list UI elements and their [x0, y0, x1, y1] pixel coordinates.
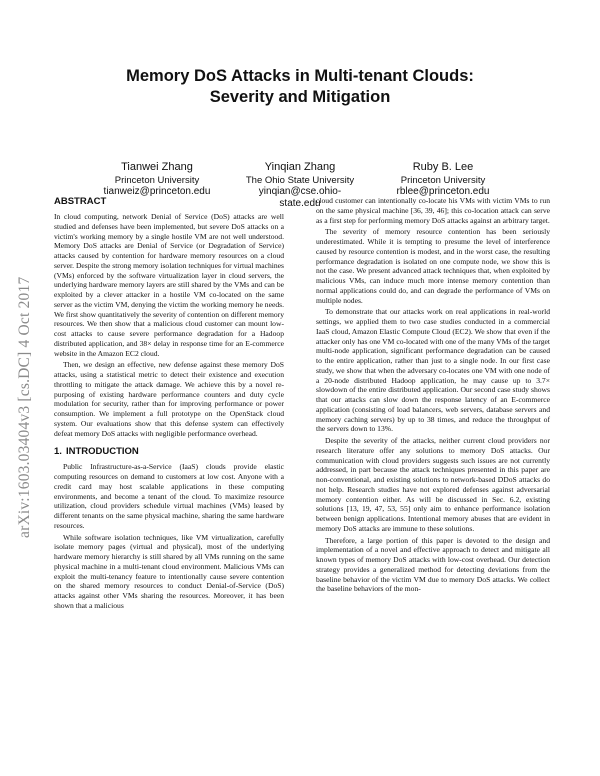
abstract-paragraph-2: Then, we design an effective, new defense against these memory DoS attacks, using a statistical metric to detect their existence and execution throttling to mitigate the attack damage. We achieve this by a novel re-purposing of existing hardware performance counters and duty cycle modulation for security, rather than for improving performance or power consumption. We implement a full prototype on the OpenStack cloud system. Our evaluations show that this defense system can effectively defeat memory DoS attacks with negligible performance overhead. [54, 360, 284, 438]
paper-title [60, 66, 540, 108]
right-column [316, 196, 550, 596]
author-email-cont: state.edu [279, 197, 321, 209]
author-email: yinqian@cse.ohio- [258, 186, 342, 197]
title-line-1: Memory DoS Attacks in Multi-tenant Clouds: [126, 67, 474, 85]
author-affiliation: Princeton University [400, 175, 486, 186]
arxiv-id: arXiv:1603.03404v3 [cs.DC] 4 Oct 2017 [16, 276, 33, 538]
abstract-heading: ABSTRACT [54, 196, 107, 207]
intro-paragraph-1: Public Infrastructure-as-a-Service (IaaS) clouds provide elastic computing resources on demand to customers at low cost. Anyone with a credit card may host scalable applications in these computing environments, and become a tenant of the cloud. To maximize resource utilization, cloud providers schedule virtual machines (VMs) leased by different tenants on the same physical machine, sharing the same hardware resources. [54, 462, 284, 530]
author-email: tianweiz@princeton.edu [103, 186, 211, 197]
author-name: Yinqian Zhang [264, 161, 336, 173]
abstract-paragraph-1: In cloud computing, network Denial of Service (DoS) attacks are well studied and defenses have been implemented, but severe DoS attacks on a victim's working memory by a single hostile VM are not well understood. Memory DoS attacks are Denial of Service (or Degradation of Service) attacks caused by contention for hardware memory resources on a cloud server. Despite the strong memory isolation techniques for virtual machines (VMs) enforced by the software virtualization layer in cloud servers, the underlying hardware memory layers are still shared by the VMs and can be exploited by a clever attacker in a hostile VM co-located on the same server as the victim VM, denying the victim the working memory he needs. We first show quantitatively the severity of contention on different memory resources. We then show that a malicious cloud customer can mount low-cost attacks to cause severe performance degradation for a Hadoop distributed application, and 38× delay in response time for an E-commerce website in the Amazon EC2 cloud. [54, 212, 284, 358]
body-paragraph-3: To demonstrate that our attacks work on real applications in real-world settings, we applied them to two case studies conducted in a commercial IaaS cloud, Amazon Elastic Compute Cloud (EC2). We show that even if the attacker only has one VM co-located with one of the many VMs of the target multi-node application, significant performance degradation can be caused to the entire application, rather than just to a single node. In our first case study, we show that when the adversary co-locates one VM with one node of a 20-node distributed Hadoop application, he may cause up to 3.7× slowdown of the entire distributed application. Our second case study shows that our attacks can slow down the response latency of an E-commerce application (consisting of load balancers, web servers, database servers and memory caching servers) by up to 38 times, and reduce the throughput of the servers down to 13%. [316, 307, 550, 434]
intro-paragraph-2: While software isolation techniques, like VM virtualization, carefully isolate memory pages (virtual and physical), most of the underlying hardware memory hierarchy is still shared by all VMs running on the same physical machine in a multi-tenant cloud environment. Malicious VMs can exploit the multi-tenancy feature to intentionally cause severe contention on the shared memory resources to conduct Denial-of-Service (DoS) attacks against other VMs sharing the resources. Moreover, it has been shown that a malicious [54, 532, 284, 610]
body-paragraph-5: Therefore, a large portion of this paper is devoted to the design and implementation of a novel and effective approach to detect and mitigate all known types of memory DoS attacks with low-cost overhead. Our detection strategy provides a generalized method for detecting deviations from the baseline behavior of the victim VM due to memory DoS attacks. We collect the baseline behaviors of the mon- [316, 535, 550, 594]
section-title: INTRODUCTION [65, 446, 139, 458]
arxiv-stamp [14, 198, 40, 538]
author-name: Ruby B. Lee [412, 161, 474, 173]
author-affiliation: The Ohio State University [245, 175, 355, 186]
introduction-heading [54, 446, 284, 458]
author-1 [82, 160, 232, 198]
body-paragraph-1: cloud customer can intentionally co-locate his VMs with victim VMs to run on the same physical machine [36, 39, 46]; this co-location attack can serve as a first step for performing memory DoS attacks against an arbitrary target. [316, 196, 550, 225]
body-paragraph-4: Despite the severity of the attacks, neither current cloud providers nor research literature offer any solutions to memory DoS attacks. Our communication with cloud providers suggests such issues are not currently addressed, in part because the attack techniques presented in this paper are non-conventional, and existing solutions to network-based DDoS attacks do not help. Research studies have not explored defenses against adversarial memory contention either. As will be discussed in Sec. 6.2, existing solutions [13, 19, 47, 53, 55] only aim to enhance performance isolation between benign applications. Intentional memory abuses that are evident in memory DoS attacks are immune to these solutions. [316, 436, 550, 533]
author-email: rblee@princeton.edu [396, 186, 490, 197]
author-name: Tianwei Zhang [121, 161, 193, 173]
left-column [54, 196, 284, 613]
author-3 [368, 160, 518, 198]
body-paragraph-2: The severity of memory resource contention has been seriously underestimated. While it is tempting to presume the level of interference caused by resource contention is modest, and in the worst case, the resulting performance degradation is isolated on one compute node, we show this is not the case. We present advanced attack techniques that, when exploited by malicious VMs, can induce much more intense memory contention than normal applications could do, and can degrade the performance of VMs on multiple nodes. [316, 227, 550, 305]
author-affiliation: Princeton University [114, 175, 200, 186]
section-number: 1. [54, 446, 62, 458]
title-line-2: Severity and Mitigation [209, 88, 391, 106]
